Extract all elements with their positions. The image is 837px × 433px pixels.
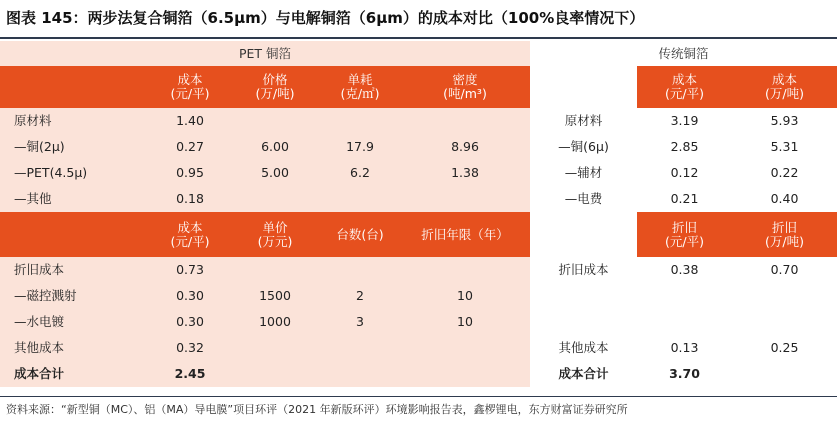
row-label: 原材料 [530,108,637,134]
cell: 6.00 [230,134,320,160]
col-header: 折旧年限（年） [400,212,530,257]
cell: 0.40 [732,186,837,212]
cell: 0.38 [637,257,732,283]
row-label [530,283,637,309]
cell [230,108,320,134]
cell: 0.25 [732,335,837,361]
cell: 0.18 [150,186,230,212]
col-unit: (元/平) [150,87,230,108]
cell: 10 [400,283,530,309]
row-label: —铜(2μ) [0,134,150,160]
footer-rule [0,396,837,397]
col-header: 价格 [230,66,320,87]
group-traditional-label: 传统铜箔 [530,41,837,66]
cell: 0.30 [150,309,230,335]
cell: 0.30 [150,283,230,309]
cell [400,257,530,283]
source-footnote: 资料来源：“新型铜（MC）、铝（MA）导电膜”项目环评（2021 年新版环评）环境影响报告表，鑫椤锂电，东方财富证券研究所 [6,403,628,416]
cell: 0.27 [150,134,230,160]
cell [230,186,320,212]
cell: 0.12 [637,160,732,186]
col-header: 成本 [637,66,732,87]
cell [400,335,530,361]
cell [230,257,320,283]
cell: 0.70 [732,257,837,283]
table-row [0,335,837,361]
cell: 0.13 [637,335,732,361]
cost-comparison-table [0,41,837,387]
row-label: 原材料 [0,108,150,134]
cell: 8.96 [400,134,530,160]
cell [637,283,732,309]
row-label: 成本合计 [530,361,637,387]
col-header: 成本 [150,212,230,235]
cell [400,361,530,387]
cell: 1.40 [150,108,230,134]
row-label: —PET(4.5μ) [0,160,150,186]
cell [320,361,400,387]
col-unit: (克/㎡) [320,87,400,108]
page-title: 图表 145：两步法复合铜箔（6.5μm）与电解铜箔（6μm）的成本对比（100%良率情况下） [6,9,645,27]
cell: 0.22 [732,160,837,186]
header-row-2 [0,212,837,235]
row-label [530,309,637,335]
cell: 0.95 [150,160,230,186]
row-label: —辅材 [530,160,637,186]
cell: 3.19 [637,108,732,134]
col-header: 折旧 [637,212,732,235]
cell: 2.45 [150,361,230,387]
col-header: 成本 [732,66,837,87]
cell: 5.00 [230,160,320,186]
header-row-1 [0,66,837,87]
row-label: 折旧成本 [530,257,637,283]
col-header: 折旧 [732,212,837,235]
table-row [0,108,837,134]
cell: 3.70 [637,361,732,387]
cell: 0.21 [637,186,732,212]
row-label: 其他成本 [530,335,637,361]
table-row [0,160,837,186]
cell: 0.32 [150,335,230,361]
cell [732,309,837,335]
row-label: —铜(6μ) [530,134,637,160]
col-unit: (吨/m³) [400,87,530,108]
cell: 1500 [230,283,320,309]
cell [320,186,400,212]
cell: 1.38 [400,160,530,186]
group-pet-label: PET 铜箔 [0,41,530,66]
group-header-row [0,41,837,66]
cell [320,257,400,283]
row-label: —水电镀 [0,309,150,335]
cell [400,186,530,212]
title-rule [0,37,837,39]
cell: 1000 [230,309,320,335]
col-header: 单耗 [320,66,400,87]
table-row [0,134,837,160]
table-row [0,283,837,309]
col-header: 密度 [400,66,530,87]
total-row [0,361,837,387]
col-unit: (万元) [230,235,320,257]
table-row [0,257,837,283]
col-header: 单价 [230,212,320,235]
cell: 10 [400,309,530,335]
col-unit: (元/平) [637,87,732,108]
table-row [0,309,837,335]
col-unit: (万/吨) [732,87,837,108]
col-unit: (元/平) [150,235,230,257]
cell [230,335,320,361]
cell [732,361,837,387]
row-label: 其他成本 [0,335,150,361]
col-unit: (万/吨) [732,235,837,257]
cell [637,309,732,335]
cell [400,108,530,134]
row-label: 折旧成本 [0,257,150,283]
row-label: —电费 [530,186,637,212]
col-header: 台数(台) [320,212,400,257]
header-row-1-units [0,87,837,108]
col-header: 成本 [150,66,230,87]
table-row [0,186,837,212]
row-label: —其他 [0,186,150,212]
row-label: 成本合计 [0,361,150,387]
col-unit: (元/平) [637,235,732,257]
cell [230,361,320,387]
cell: 5.93 [732,108,837,134]
cell: 0.73 [150,257,230,283]
cell [732,283,837,309]
row-label: —磁控溅射 [0,283,150,309]
cell: 3 [320,309,400,335]
cell: 2 [320,283,400,309]
cell: 17.9 [320,134,400,160]
cell: 6.2 [320,160,400,186]
cell: 2.85 [637,134,732,160]
cell [320,108,400,134]
col-unit: (万/吨) [230,87,320,108]
cell: 5.31 [732,134,837,160]
cell [320,335,400,361]
